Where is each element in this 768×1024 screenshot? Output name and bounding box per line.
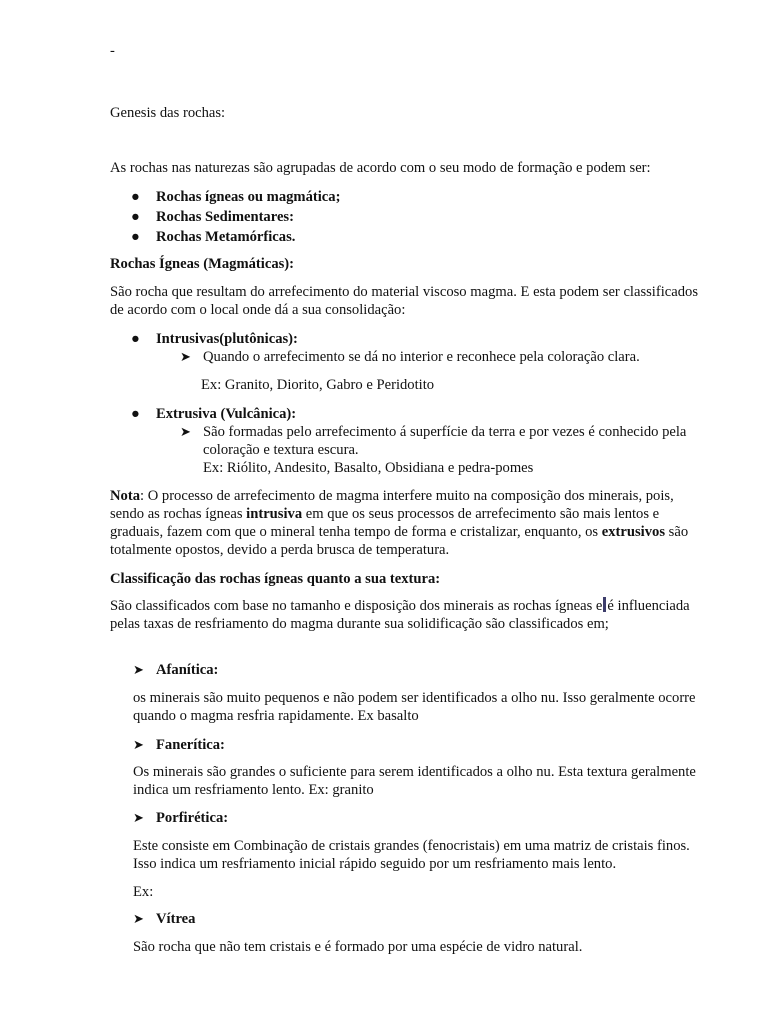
textura-intro xyxy=(110,597,700,633)
arrow-bullet-icon: ➤ xyxy=(133,662,144,677)
section-heading-textura: Classificação das rochas ígneas quanto a sua textura: xyxy=(110,571,441,587)
arrow-bullet-icon: ➤ xyxy=(180,349,191,364)
textura-intro-part-b: é influenciada pelas taxas de resfriamento do magma durante sua solidificação são classificados em; xyxy=(110,598,690,632)
nota-text-3: são totalmente opostos, devido a perda brusca de temperatura. xyxy=(110,524,689,558)
texture-label-porfiretica: Porfirética: xyxy=(156,810,229,826)
texture-label-afanitica: Afanítica: xyxy=(156,662,219,678)
texture-text-vitrea: São rocha que não tem cristais e é formado por uma espécie de vidro natural. xyxy=(133,939,583,955)
intrusivas-example: Ex: Granito, Diorito, Gabro e Peridotito xyxy=(201,377,435,393)
leading-dash: - xyxy=(110,43,115,59)
intrusivas-detail: Quando o arrefecimento se dá no interior e reconhece pela coloração clara. xyxy=(203,349,640,365)
section-heading-igneas: Rochas Ígneas (Magmáticas): xyxy=(110,256,295,272)
texture-label-vitrea: Vítrea xyxy=(156,911,196,927)
arrow-bullet-icon: ➤ xyxy=(133,810,144,825)
bullet-icon: ● xyxy=(131,406,140,422)
intrusivas-label: Intrusivas(plutônicas): xyxy=(156,331,298,347)
intro-paragraph: As rochas nas naturezas são agrupadas de acordo com o seu modo de formação e podem ser: xyxy=(110,160,651,176)
bullet-icon: ● xyxy=(131,209,140,225)
extrusiva-detail: São formadas pelo arrefecimento á superfície da terra e por vezes é conhecido pela coloração e textura escura. xyxy=(203,424,687,458)
arrow-bullet-icon: ➤ xyxy=(180,424,191,439)
extrusiva-label: Extrusiva (Vulcânica): xyxy=(156,406,297,422)
bullet-icon: ● xyxy=(131,189,140,205)
bullet-icon: ● xyxy=(131,331,140,347)
porfiretica-example: Ex: xyxy=(133,884,154,900)
document-title: Genesis das rochas: xyxy=(110,105,226,121)
extrusiva-example: Ex: Riólito, Andesito, Basalto, Obsidiana e pedra-pomes xyxy=(203,460,534,476)
arrow-bullet-icon: ➤ xyxy=(133,911,144,926)
textura-intro-part-a: São classificados com base no tamanho e disposição dos minerais as rochas ígneas e xyxy=(110,598,603,614)
bullet-icon: ● xyxy=(131,229,140,245)
igneas-paragraph: São rocha que resultam do arrefecimento do material viscoso magma. E esta podem ser classificados de acordo com o local onde dá a sua consolidação: xyxy=(110,284,699,318)
nota-text-2: em que os seus processos de arrefecimento são mais lentos e graduais, fazem com que o mineral tenha tempo de forma e cristalizar, enquanto, os xyxy=(110,506,660,540)
texture-text-afanitica: os minerais são muito pequenos e não podem ser identificados a olho nu. Isso geralmente ocorre quando o magma resfria rapidamente. Ex basalto xyxy=(133,690,696,724)
nota-bold-intrusiva: intrusiva xyxy=(246,506,303,522)
nota-text-1: : O processo de arrefecimento de magma interfere muito na composição dos minerais, pois, sendo as rochas ígneas xyxy=(110,488,674,522)
rock-type-metamorphic: Rochas Metamórficas. xyxy=(156,229,296,245)
texture-text-porfiretica: Este consiste em Combinação de cristais grandes (fenocristais) em uma matriz de cristais finos. Isso indica um resfriamento inicial rápido seguido por um resfriamento mais lento. xyxy=(133,838,690,872)
rock-type-sedimentary: Rochas Sedimentares: xyxy=(156,209,294,225)
nota-label: Nota xyxy=(110,488,140,504)
texture-text-faneritica: Os minerais são grandes o suficiente para serem identificados a olho nu. Esta textura geralmente indica um resfriamento lento. Ex: granito xyxy=(133,764,696,798)
texture-label-faneritica: Fanerítica: xyxy=(156,737,225,753)
nota-paragraph xyxy=(110,487,700,559)
arrow-bullet-icon: ➤ xyxy=(133,737,144,752)
nota-bold-extrusivos: extrusivos xyxy=(601,524,666,540)
rock-type-igneous: Rochas ígneas ou magmática; xyxy=(156,189,341,205)
text-cursor xyxy=(603,597,606,612)
